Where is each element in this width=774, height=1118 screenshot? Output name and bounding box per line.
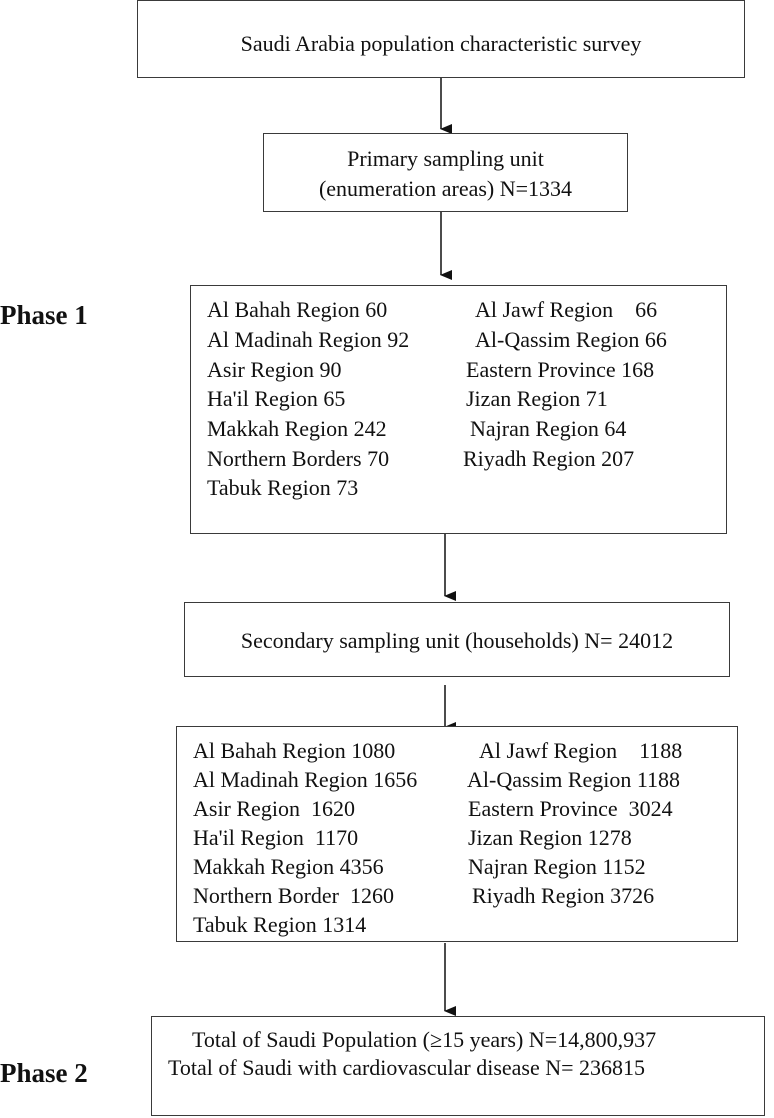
hh-left-5: Makkah Region 4356 xyxy=(193,854,384,879)
totals-box xyxy=(151,1016,765,1116)
survey-box xyxy=(137,0,745,78)
enum-right-5: Najran Region 64 xyxy=(470,416,627,441)
hh-left-6: Northern Border 1260 xyxy=(193,883,395,908)
phase2-label: Phase 2 xyxy=(0,1058,88,1088)
hh-right-1: Al Jawf Region 1188 xyxy=(479,738,683,763)
enum-left-4: Ha'il Region 65 xyxy=(207,386,346,411)
primary-sampling-box xyxy=(263,133,628,212)
hh-right-4: Jizan Region 1278 xyxy=(468,825,632,850)
enum-right-4: Jizan Region 71 xyxy=(466,386,608,411)
enum-right-1: Al Jawf Region 66 xyxy=(475,297,658,322)
hh-right-5: Najran Region 1152 xyxy=(468,854,646,879)
phase1-label: Phase 1 xyxy=(0,300,88,330)
total-cvd-line: Total of Saudi with cardiovascular disease N= 236815 xyxy=(168,1055,646,1080)
enum-left-6: Northern Borders 70 xyxy=(207,446,390,471)
survey-title: Saudi Arabia population characteristic survey xyxy=(240,31,642,56)
hh-left-4: Ha'il Region 1170 xyxy=(193,825,359,850)
enum-left-5: Makkah Region 242 xyxy=(207,416,387,441)
secondary-sampling-box xyxy=(184,602,730,677)
hh-left-2: Al Madinah Region 1656 xyxy=(193,767,418,792)
hh-left-1: Al Bahah Region 1080 xyxy=(193,738,396,763)
enum-right-6: Riyadh Region 207 xyxy=(463,446,635,471)
primary-sampling-line2: (enumeration areas) N=1334 xyxy=(318,176,573,201)
enum-right-2: Al-Qassim Region 66 xyxy=(475,327,667,352)
hh-right-3: Eastern Province 3024 xyxy=(468,796,673,821)
hh-right-6: Riyadh Region 3726 xyxy=(472,883,655,908)
enum-left-1: Al Bahah Region 60 xyxy=(207,297,388,322)
primary-sampling-line1: Primary sampling unit xyxy=(347,146,544,171)
enum-right-3: Eastern Province 168 xyxy=(466,357,655,382)
secondary-sampling-text: Secondary sampling unit (households) N= 24012 xyxy=(240,628,674,653)
total-population-line: Total of Saudi Population (≥15 years) N=14,800,937 xyxy=(192,1027,657,1052)
enum-left-2: Al Madinah Region 92 xyxy=(207,327,410,352)
household-regions-box xyxy=(176,726,738,942)
enum-left-7: Tabuk Region 73 xyxy=(207,475,359,500)
hh-right-2: Al-Qassim Region 1188 xyxy=(467,767,681,792)
enumeration-regions-box xyxy=(190,285,727,534)
enum-left-3: Asir Region 90 xyxy=(207,357,342,382)
hh-left-3: Asir Region 1620 xyxy=(193,796,355,821)
hh-left-7: Tabuk Region 1314 xyxy=(193,912,367,937)
